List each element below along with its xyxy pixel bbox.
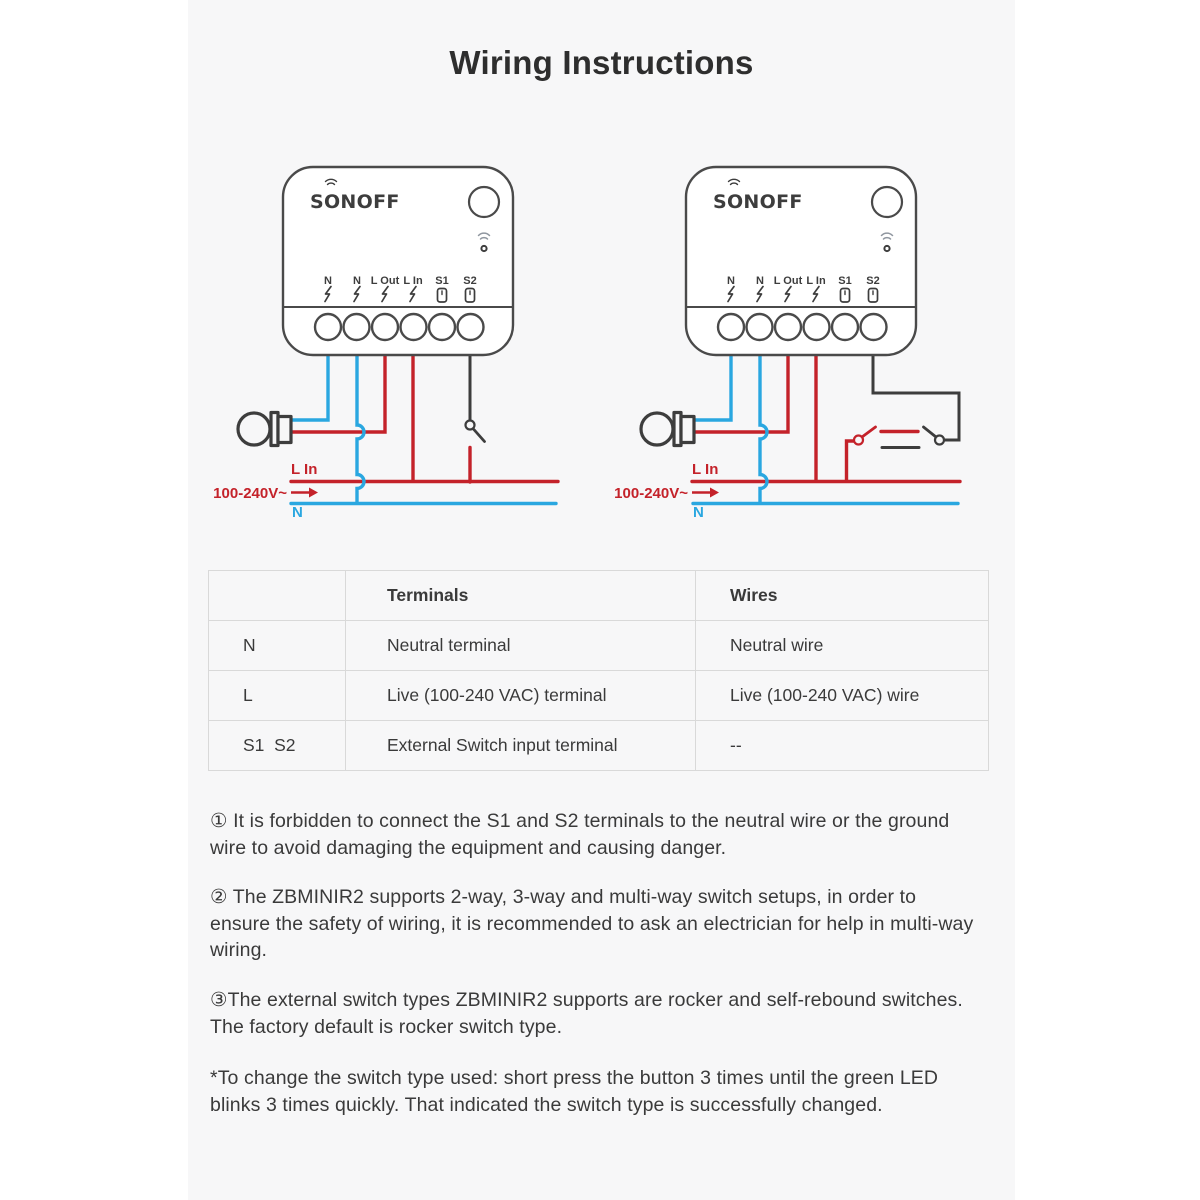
line-in-label: L In [692,461,719,478]
terminal-screw [804,314,830,340]
terminal-screw [458,314,484,340]
voltage-arrow-icon [291,488,318,498]
terminal-label-lout: L Out [370,275,400,287]
table-cell: Live (100-240 VAC) wire [696,671,989,721]
table-header-wires: Wires [696,571,989,621]
page-title: Wiring Instructions [449,44,754,81]
table-row [209,671,989,721]
table-cell: N [209,621,346,671]
bulb-icon [641,413,694,446]
table-header-terminals: Terminals [346,571,696,621]
terminal-screw [775,314,801,340]
voltage-arrow-icon [692,488,719,498]
switch-icon [466,421,485,442]
note-1: ① It is forbidden to connect the S1 and S2 terminals to the neutral wire or the ground wire to avoid damaging the equipment and causing danger. [210,810,950,859]
device-left [283,167,513,355]
note-2: ② The ZBMINIR2 supports 2-way, 3-way and multi-way switch setups, in order to ensure the safety of wiring, it is recommended to ask an electrician for help in multi-way wiring. [210,886,974,961]
reset-button [469,187,499,217]
terminal-screw [372,314,398,340]
table-cell: -- [696,721,989,771]
neutral-wire-1 [288,352,328,420]
terminal-label-s2: S2 [866,275,880,287]
table-header-row [209,571,989,621]
sonoff-logo: SONOFF [310,191,400,213]
terminal-label-lin: L In [806,275,826,287]
table-row [209,721,989,771]
terminal-screw [401,314,427,340]
terminal-screw [832,314,858,340]
terminal-label-n2: N [353,275,361,287]
table-cell: External Switch input terminal [346,721,696,771]
table-cell: Neutral terminal [346,621,696,671]
voltage-label: 100-240V~ [614,485,688,502]
wiring-diagram [185,140,1015,540]
led-indicator [481,246,486,251]
line-in-label: L In [291,461,318,478]
neutral-label: N [292,504,303,521]
terminal-screw [718,314,744,340]
terminals-table [208,570,989,771]
note-4: *To change the switch type used: short press the button 3 times until the green LED blinks 3 times quickly. That indicated the switch type is successfully changed. [210,1067,939,1116]
terminal-screw [344,314,370,340]
terminal-label-s2: S2 [463,275,477,287]
switch-icon-left [854,427,876,445]
reset-button [872,187,902,217]
device-right [686,167,916,355]
wiring-left [288,352,558,504]
neutral-label: N [693,504,704,521]
live-switch-stub [847,441,855,481]
table-row [209,621,989,671]
table-cell: Neutral wire [696,621,989,671]
terminal-screw [747,314,773,340]
bulb-icon [238,413,291,446]
terminal-label-n2: N [756,275,764,287]
voltage-label: 100-240V~ [213,485,287,502]
terminal-label-lin: L In [403,275,423,287]
table-cell: L [209,671,346,721]
terminal-screw [861,314,887,340]
terminal-screw [429,314,455,340]
neutral-wire-1 [691,352,731,420]
wiring-right [691,352,960,504]
sonoff-logo: SONOFF [713,191,803,213]
terminal-label-n1: N [727,275,735,287]
terminal-label-s1: S1 [435,275,449,287]
terminal-label-lout: L Out [773,275,803,287]
switch-icon-right [924,427,945,445]
table-cell: S1 S2 [209,721,346,771]
table-header-blank [209,571,346,621]
terminal-screw [315,314,341,340]
note-3: ③The external switch types ZBMINIR2 supports are rocker and self-rebound switches. The factory default is rocker switch type. [210,989,963,1038]
table-cell: Live (100-240 VAC) terminal [346,671,696,721]
terminal-label-n1: N [324,275,332,287]
switch-wire [873,352,959,440]
led-indicator [884,246,889,251]
terminal-label-s1: S1 [838,275,852,287]
